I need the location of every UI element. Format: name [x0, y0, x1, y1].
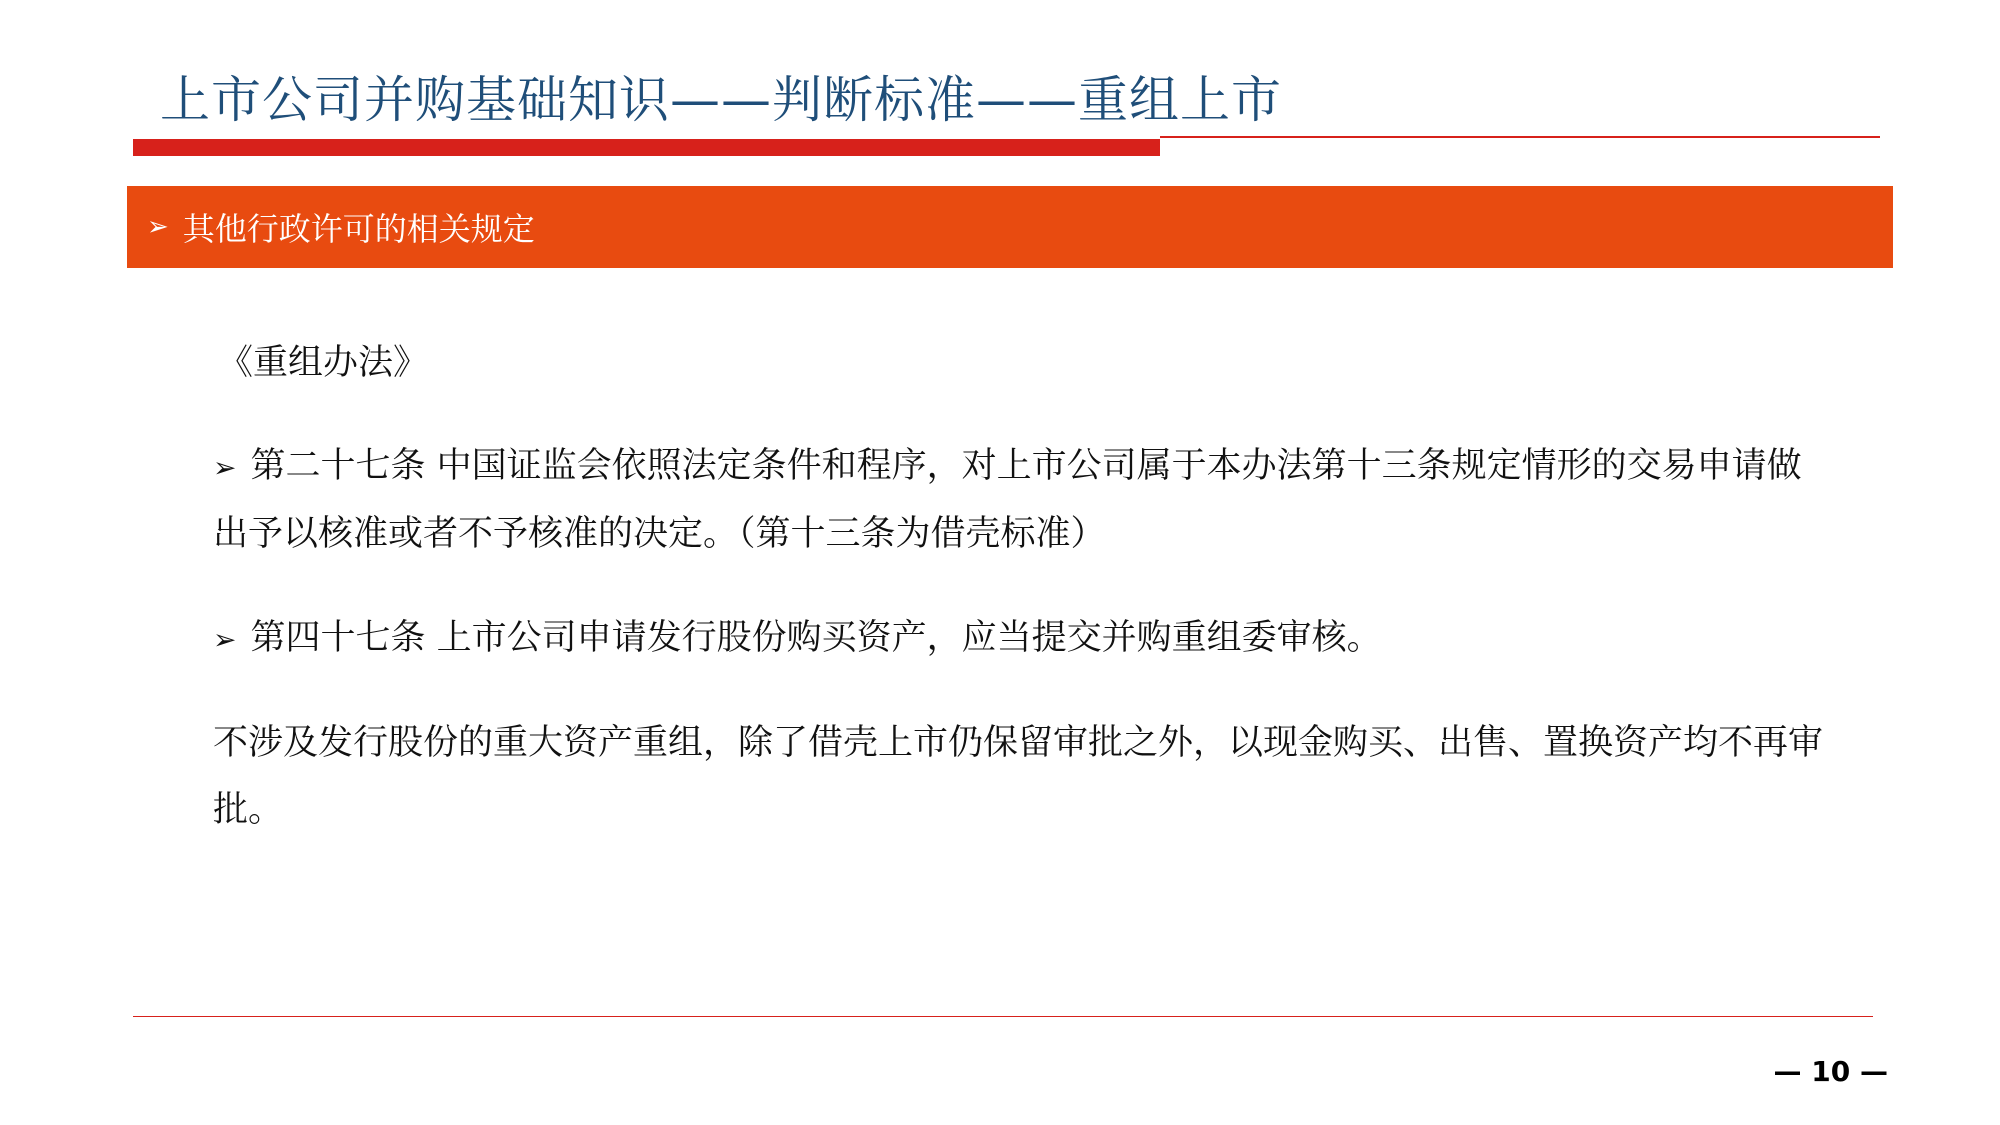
- section-banner: [127, 186, 1893, 268]
- arrow-bullet-icon: ➢: [147, 212, 169, 242]
- arrow-bullet-icon: ➢: [213, 451, 237, 484]
- arrow-bullet-icon: ➢: [213, 623, 237, 656]
- document-name: 《重组办法》: [218, 343, 429, 383]
- title-underline-thin: [1160, 136, 1880, 138]
- section-banner-text: 其他行政许可的相关规定: [182, 210, 535, 248]
- note-paragraph: 不涉及发行股份的重大资产重组，除了借壳上市仍保留审批之外，以现金购买、出售、置换资产均不再审批。: [213, 723, 1824, 830]
- article-47-item: [213, 605, 1833, 673]
- footer-divider: [133, 1016, 1873, 1017]
- article-27-item: [213, 433, 1833, 568]
- page-number: — 10 —: [1773, 1055, 1888, 1088]
- title-underline-thick: [133, 139, 1160, 156]
- article-27-text: 第二十七条 中国证监会依照法定条件和程序，对上市公司属于本办法第十三条规定情形的交易申请做出予以核准或者不予核准的决定。（第十三条为借壳标准）: [213, 446, 1802, 554]
- article-47-text: 第四十七条 上市公司申请发行股份购买资产，应当提交并购重组委审核。: [250, 618, 1382, 658]
- content-body: [213, 330, 1833, 881]
- slide-title: 上市公司并购基础知识——判断标准——重组上市: [160, 71, 1282, 129]
